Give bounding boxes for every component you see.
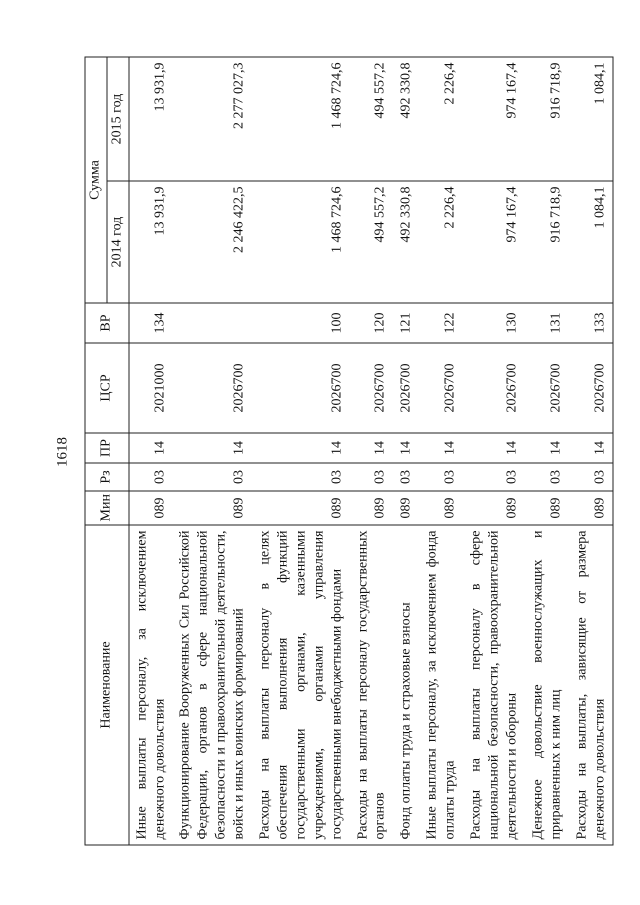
row-name: Фонд оплаты труда и страховые взносы xyxy=(393,525,419,845)
row-csr: 2026700 xyxy=(393,343,419,433)
row-name: Расходы на выплаты персоналу в сфере национальной безопасности, правоохранительной деятельности и обороны xyxy=(463,525,525,845)
row-min: 089 xyxy=(128,491,172,525)
header-min: Мин xyxy=(85,491,129,525)
header-pr: ПР xyxy=(85,433,129,463)
row-vr: 131 xyxy=(525,303,569,343)
header-vr: ВР xyxy=(85,303,129,343)
row-vr: 100 xyxy=(252,303,350,343)
header-2015: 2015 год xyxy=(106,57,128,181)
header-name: Наименование xyxy=(85,525,129,845)
row-vr: 120 xyxy=(350,303,394,343)
row-amount-2014: 2 246 422,5 xyxy=(172,181,252,303)
row-rz: 03 xyxy=(172,463,252,491)
row-pr: 14 xyxy=(463,433,525,463)
row-amount-2015: 13 931,9 xyxy=(128,57,172,181)
row-pr: 14 xyxy=(172,433,252,463)
row-pr: 14 xyxy=(419,433,463,463)
row-rz: 03 xyxy=(393,463,419,491)
row-name: Денежное довольствие военнослужащих и приравненных к ним лиц xyxy=(525,525,569,845)
row-csr: 2026700 xyxy=(569,343,613,433)
row-min: 089 xyxy=(463,491,525,525)
row-pr: 14 xyxy=(393,433,419,463)
row-rz: 03 xyxy=(252,463,350,491)
row-rz: 03 xyxy=(569,463,613,491)
row-min: 089 xyxy=(419,491,463,525)
row-name: Расходы на выплаты персоналу государственных органов xyxy=(350,525,394,845)
row-csr: 2026700 xyxy=(463,343,525,433)
row-rz: 03 xyxy=(525,463,569,491)
row-amount-2015: 2 277 027,3 xyxy=(172,57,252,181)
row-amount-2015: 916 718,9 xyxy=(525,57,569,181)
row-min: 089 xyxy=(252,491,350,525)
row-amount-2015: 492 330,8 xyxy=(393,57,419,181)
row-vr: 121 xyxy=(393,303,419,343)
row-vr: 134 xyxy=(128,303,172,343)
page-number: 1618 xyxy=(54,437,70,467)
row-vr: 133 xyxy=(569,303,613,343)
row-min: 089 xyxy=(393,491,419,525)
row-amount-2014: 494 557,2 xyxy=(350,181,394,303)
row-min: 089 xyxy=(172,491,252,525)
row-amount-2015: 974 167,4 xyxy=(463,57,525,181)
row-min: 089 xyxy=(569,491,613,525)
row-csr: 2026700 xyxy=(252,343,350,433)
table-header-row xyxy=(85,57,107,845)
row-min: 089 xyxy=(525,491,569,525)
header-csr: ЦСР xyxy=(85,343,129,433)
row-name: Расходы на выплаты, зависящие от размера денежного довольствия xyxy=(569,525,613,845)
row-pr: 14 xyxy=(525,433,569,463)
table-row xyxy=(419,57,463,845)
row-amount-2014: 492 330,8 xyxy=(393,181,419,303)
table-row xyxy=(569,57,613,845)
table-row xyxy=(128,57,172,845)
row-name: Иные выплаты персоналу, за исключением денежного довольствия xyxy=(128,525,172,845)
row-amount-2015: 1 468 724,6 xyxy=(252,57,350,181)
row-pr: 14 xyxy=(569,433,613,463)
row-pr: 14 xyxy=(350,433,394,463)
row-amount-2014: 974 167,4 xyxy=(463,181,525,303)
header-2014: 2014 год xyxy=(106,181,128,303)
row-pr: 14 xyxy=(128,433,172,463)
table-row xyxy=(393,57,419,845)
row-csr: 2026700 xyxy=(172,343,252,433)
row-csr: 2026700 xyxy=(525,343,569,433)
row-csr: 2021000 xyxy=(128,343,172,433)
row-amount-2014: 13 931,9 xyxy=(128,181,172,303)
table-body xyxy=(128,57,613,845)
table-row xyxy=(252,57,350,845)
row-amount-2014: 1 468 724,6 xyxy=(252,181,350,303)
header-sum: Сумма xyxy=(85,57,107,303)
row-vr: 130 xyxy=(463,303,525,343)
table-row xyxy=(350,57,394,845)
row-amount-2015: 1 084,1 xyxy=(569,57,613,181)
header-rz: Рз xyxy=(85,463,129,491)
row-amount-2014: 1 084,1 xyxy=(569,181,613,303)
row-name: Расходы на выплаты персоналу в целях обеспечения выполнения функций государственными органами, казенными учреждениями, органами управления государственными внебюджетными фондами xyxy=(252,525,350,845)
row-vr: 122 xyxy=(419,303,463,343)
row-pr: 14 xyxy=(252,433,350,463)
row-name: Иные выплаты персоналу, за исключением фонда оплаты труда xyxy=(419,525,463,845)
row-amount-2015: 2 226,4 xyxy=(419,57,463,181)
table-row xyxy=(463,57,525,845)
row-rz: 03 xyxy=(128,463,172,491)
row-csr: 2026700 xyxy=(350,343,394,433)
row-rz: 03 xyxy=(463,463,525,491)
row-rz: 03 xyxy=(419,463,463,491)
row-min: 089 xyxy=(350,491,394,525)
row-rz: 03 xyxy=(350,463,394,491)
row-amount-2014: 916 718,9 xyxy=(525,181,569,303)
row-vr xyxy=(172,303,252,343)
budget-table xyxy=(84,57,613,846)
row-csr: 2026700 xyxy=(419,343,463,433)
row-amount-2014: 2 226,4 xyxy=(419,181,463,303)
table-row xyxy=(525,57,569,845)
row-name: Функционирование Вооруженных Сил Российской Федерации, органов в сфере национальной безопасности и правоохранительной деятельности, войск и иных воинских формирований xyxy=(172,525,252,845)
rotated-document-page xyxy=(50,51,607,854)
table-row xyxy=(172,57,252,845)
row-amount-2015: 494 557,2 xyxy=(350,57,394,181)
